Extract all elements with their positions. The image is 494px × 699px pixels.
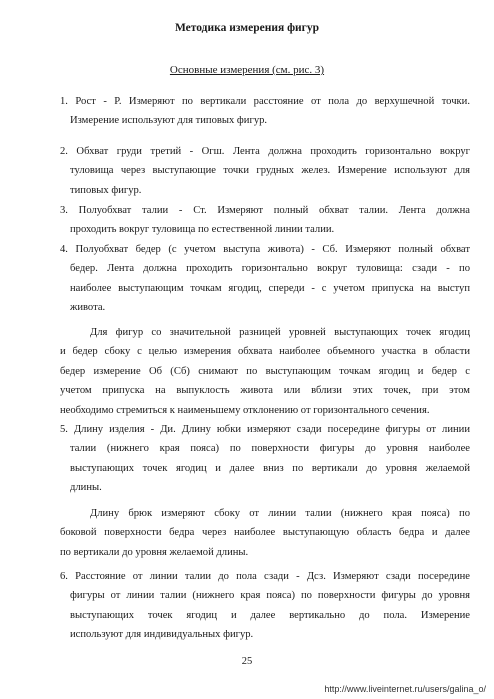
text-line: выступающих точек ягодиц и далее вниз по вертикали до уровня желаемой (70, 462, 470, 474)
text-line: талии (нижнего края пояса) по поверхности фигуры до уровня наиболее (70, 443, 470, 455)
list-item-2 (60, 142, 470, 200)
text-line: фигуры от линии талии (нижнего края пояса) по поверхности фигуры до уровня (70, 590, 470, 602)
page-title: Методика измерения фигур (174, 22, 320, 34)
text-line: длины. (70, 482, 102, 494)
page-number: 25 (241, 656, 253, 667)
text-line: боковой поверхности бедра через наиболее выступающую область бедра и далее (60, 527, 470, 539)
text-line: учетом припуска на выпуклость живота или вблизи этих точек, при этом (60, 385, 470, 397)
list-item-6 (60, 567, 470, 645)
text-line: Измерение используют для типовых фигур. (70, 115, 268, 127)
text-line: 5. Длину изделия - Ди. Длину юбки измеряют сзади посередине фигуры от линии (60, 424, 470, 435)
text-line: наиболее выступающим точкам ягодиц, спереди - с учетом припуска на выступ (70, 282, 470, 294)
text-line: туловища через выступающие точки грудных желез. Измерение используют для (70, 165, 470, 177)
list-item-4 (60, 240, 470, 318)
text-line: Для фигур со значительной разницей уровней выступающих точек ягодиц (90, 327, 470, 338)
footer-url: http://www.liveinternet.ru/users/galina_o/ (324, 684, 486, 694)
text-line: типовых фигур. (70, 184, 142, 196)
paragraph-hips-note (60, 323, 470, 420)
text-line: 1. Рост - Р. Измеряют по вертикали расстояние от пола до верхушечной точки. (60, 96, 470, 107)
list-item-1 (60, 92, 470, 131)
text-line: 2. Обхват груди третий - Огш. Лента должна проходить горизонтально вокруг (60, 146, 470, 157)
text-line: Длину брюк измеряют сбоку от линии талии (нижнего края пояса) по (90, 508, 470, 519)
text-line: бедер измерение Об (Сб) снимают по выступающим точкам ягодиц и бедер с (60, 365, 470, 377)
section-subtitle: Основные измерения (см. рис. 3) (169, 64, 325, 76)
text-line: используют для индивидуальных фигур. (70, 629, 254, 641)
text-line: 3. Полуобхват талии - Ст. Измеряют полный обхват талии. Лента должна (60, 205, 470, 216)
text-line: 6. Расстояние от линии талии до пола сзади - Дсз. Измеряют сзади посередине (60, 571, 470, 582)
list-item-3 (60, 201, 470, 240)
text-line: бедер. Лента должна проходить горизонтально вокруг туловища: сзади - по (70, 263, 470, 275)
text-line: и бедер сбоку с целью измерения обхвата наиболее объемного участка в области (60, 346, 470, 358)
text-line: необходимо стремиться к наименьшему отклонению от горизонтального сечения. (60, 404, 430, 416)
text-line: живота. (70, 302, 106, 314)
paragraph-trousers-note (60, 504, 470, 562)
text-line: проходить вокруг туловища по естественной линии талии. (70, 224, 335, 236)
text-line: 4. Полуобхват бедер (с учетом выступа живота) - Сб. Измеряют полный обхват (60, 244, 470, 255)
text-line: выступающих точек ягодиц и далее вертикально до пола. Измерение (70, 609, 470, 621)
text-line: по вертикали до уровня желаемой длины. (60, 546, 249, 558)
list-item-5 (60, 420, 470, 498)
